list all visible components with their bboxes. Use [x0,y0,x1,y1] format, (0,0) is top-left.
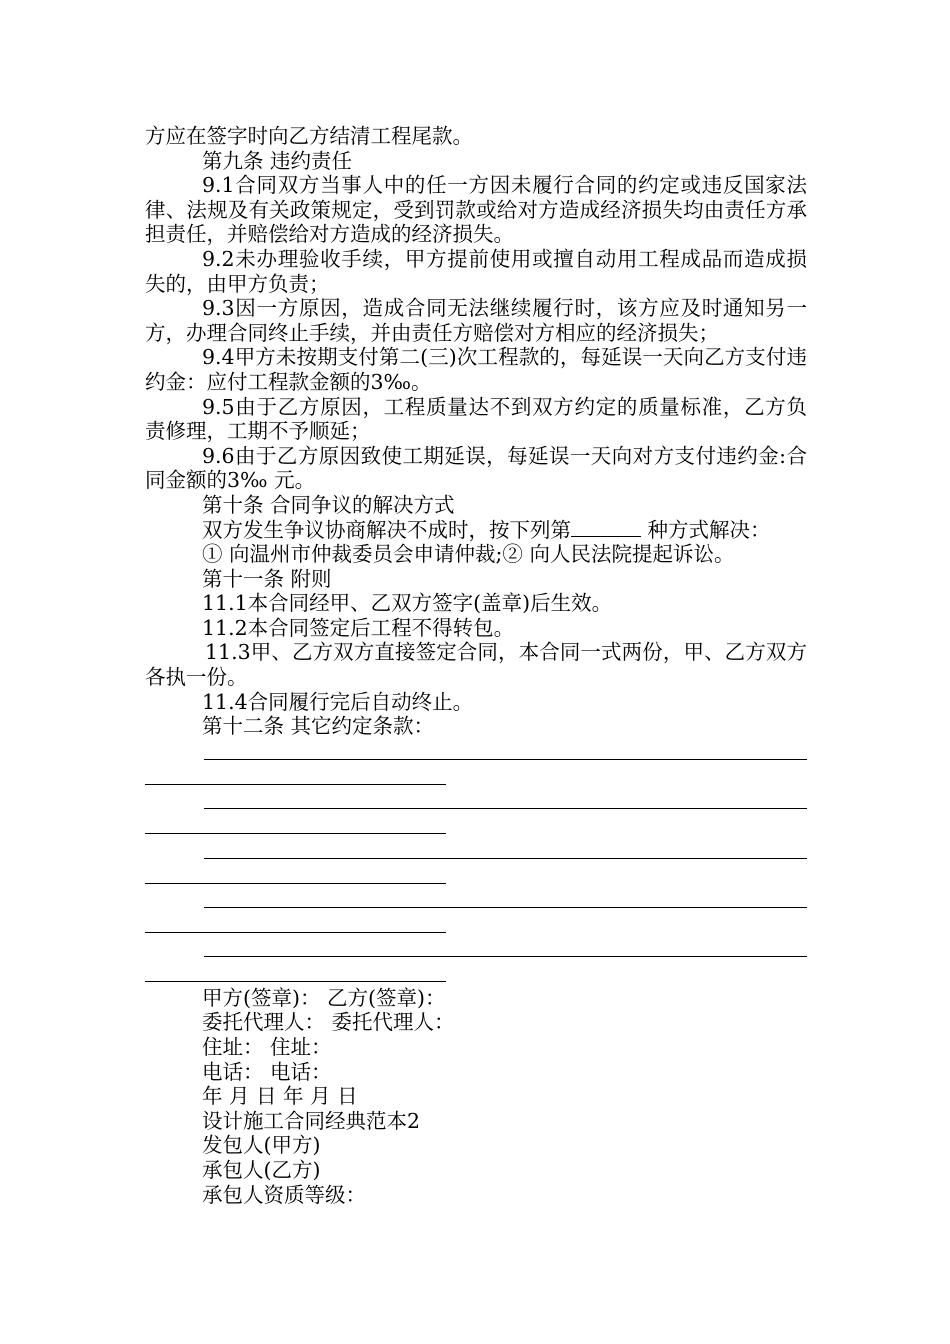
clause-9-6-text: 9.6由于乙方原因致使工期延误，每延误一天向对方支付违约金:合同金额的3‰ 元。 [145,443,807,493]
dispute-method-line [145,518,807,543]
clause-9-2 [145,247,807,296]
blank-lines-1[interactable] [145,739,807,788]
clause-9-3-text: 9.3因一方原因，造成合同无法继续履行时，该方应及时通知另一方，办理合同终止手续，并由责任方赔偿对方相应的经济损失； [145,296,807,345]
blank-lines-4[interactable] [145,887,807,936]
clause-11-4: 11.4合同履行完后自动终止。 [202,689,474,714]
blank-lines-2[interactable] [145,788,807,837]
dispute-options: ① 向温州市仲裁委员会申请仲裁;② 向人民法院提起诉讼。 [202,542,735,567]
dispute-method-prefix: 双方发生争议协商解决不成时，按下列第 [202,517,571,542]
text-line: 方应在签字时向乙方结清工程尾款。 [145,124,473,148]
signature-party: 甲方(签章)： 乙方(签章)： [202,985,446,1010]
signature-phone: 电话： 电话： [202,1059,332,1084]
clause-9-4-text: 9.4甲方未按期支付第二(三)次工程款的，每延误一天向乙方支付违约金：应付工程款金额的3‰。 [145,345,807,394]
next-doc-title: 设计施工合同经典范本2 [202,1108,421,1133]
dispute-method-blank[interactable] [571,518,641,537]
contractor-label: 承包人(乙方) [202,1157,321,1182]
clause-9-3 [145,296,807,345]
section-heading-9: 第九条 违约责任 [202,148,353,173]
section-heading-11: 第十一条 附则 [202,566,332,591]
clause-9-6 [145,444,807,493]
clause-9-2-text: 9.2未办理验收手续，甲方提前使用或擅自动用工程成品而造成损失的，由甲方负责； [145,246,807,296]
clause-9-4 [145,345,807,394]
contractor-qualification-label: 承包人资质等级： [202,1182,366,1207]
section-heading-12: 第十二条 其它约定条款： [202,714,435,739]
clause-11-2: 11.2本合同签定后工程不得转包。 [202,615,515,640]
clause-9-5-text: 9.5由于乙方原因，工程质量达不到双方约定的质量标准，乙方负责修理，工期不予顺延； [145,394,807,444]
signature-address: 住址： 住址： [202,1034,332,1059]
clause-9-1 [145,173,807,247]
blank-lines-5[interactable] [145,936,807,985]
document-page [145,124,807,1207]
clause-11-3 [145,640,807,689]
section-heading-10: 第十条 合同争议的解决方式 [202,492,455,517]
clause-9-5 [145,395,807,444]
employer-label: 发包人(甲方) [202,1133,321,1158]
signature-date: 年 月 日 年 月 日 [202,1084,358,1109]
clause-11-3-text: 11.3甲、乙方双方直接签定合同，本合同一式两份，甲、乙方双方各执一份。 [145,640,807,690]
clause-9-1-text: 9.1合同双方当事人中的任一方因未履行合同的约定或违反国家法律、法规及有关政策规定，受到罚款或给对方造成经济损失均由责任方承担责任，并赔偿给对方造成的经济损失。 [145,173,807,247]
dispute-method-suffix: 种方式解决： [641,517,771,542]
blank-lines-3[interactable] [145,838,807,887]
signature-agent: 委托代理人： 委托代理人： [202,1010,455,1035]
clause-11-1: 11.1本合同经甲、乙双方签字(盖章)后生效。 [202,591,613,616]
